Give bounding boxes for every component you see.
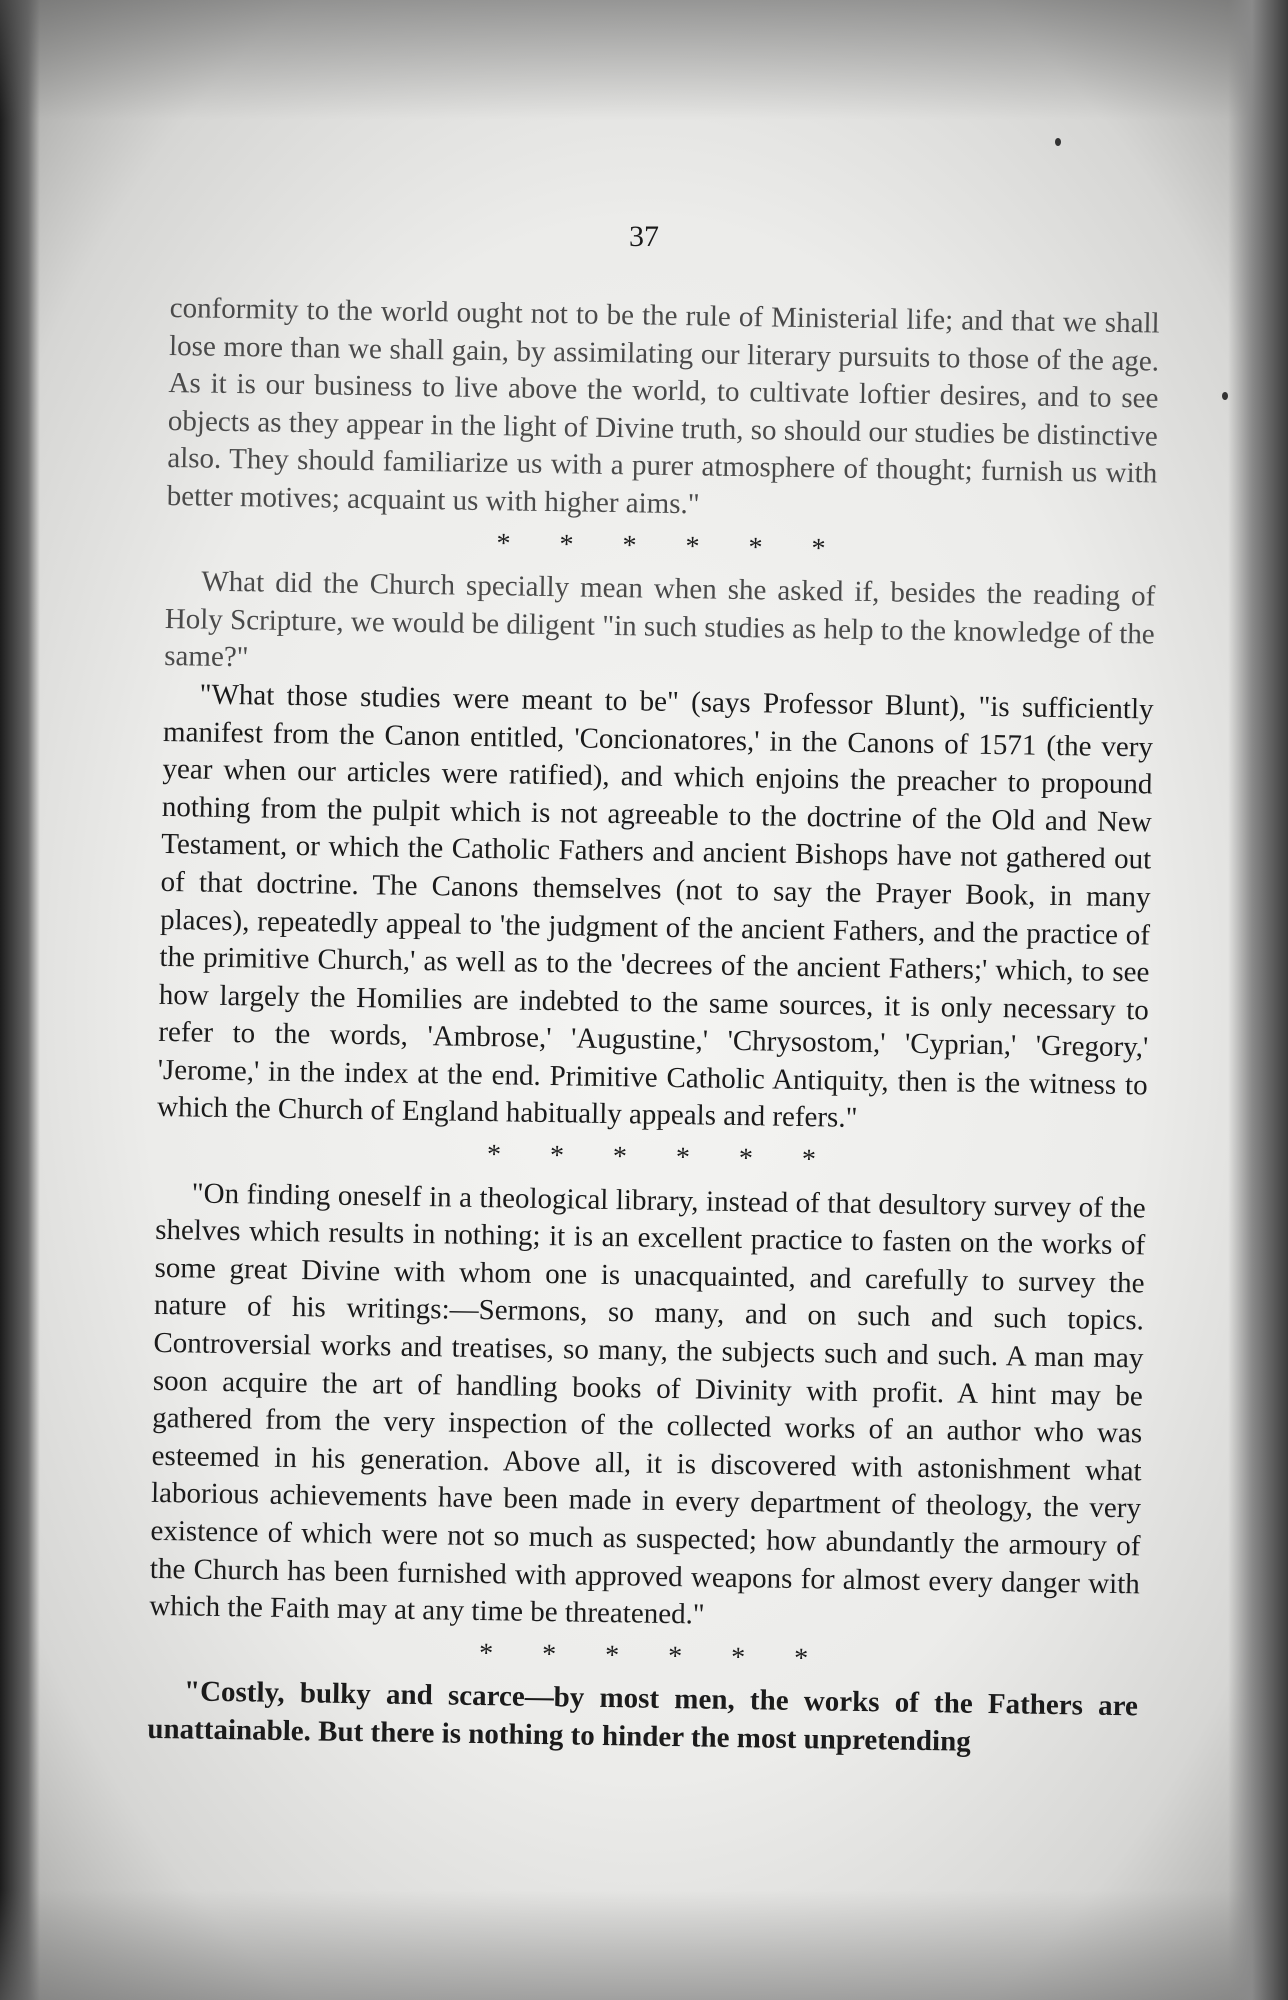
- paragraph-costly-bulky: "Costly, bulky and scarce—by most men, the works of the Fathers are unattainable. But there is nothing to hinder the most unpretending: [147, 1675, 1139, 1758]
- paragraph-continuation: conformity to the world ought not to be the rule of Ministerial life; and that we shall lose more than we shall gain, by assimilating our literary pursuits to those of the age. As it is our business to live above the world, to cultivate loftier desires, and to see objects as they appear in the light of Divine truth, so should our studies be distinctive also. They should familiarize us with a purer atmosphere of thought; furnish us with better motives; acquaint us with higher aims.": [166, 291, 1160, 521]
- ink-speck: [1055, 138, 1061, 146]
- section-separator: * * * * * *: [496, 527, 826, 564]
- section-separator: * * * * * *: [486, 1139, 817, 1176]
- section-separator: * * * * * *: [478, 1637, 809, 1674]
- page-number: 37: [629, 220, 659, 253]
- ink-speck: [1222, 392, 1228, 400]
- paragraph-church-question: What did the Church specially mean when she asked if, besides the reading of Holy Scripture, we would be diligent "in such studies as help to the knowledge of the same?": [163, 565, 1156, 674]
- paragraph-blunt-quote: "What those studies were meant to be" (says Professor Blunt), "is sufficiently manifest from the Canon entitled, 'Concionatores,' in the Canons of 1571 (the very year when our articles were ratified), and which enjoins the preacher to propound nothing from the pulpit which is not agreeable to the doctrine of the Old and New Testament, or which the Catholic Fathers and ancient Bishops have not gathered out of that doctrine. The Canons themselves (not to say the Prayer Book, in many places), repeatedly appeal to 'the judgment of the ancient Fathers, and the practice of the primitive Church,' as well as to the 'decrees of the ancient Fathers;' which, to see how largely the Homilies are indebted to the same sources, it is only necessary to refer to the words, 'Ambrose,' 'Augustine,' 'Chrysostom,' 'Cyprian,' 'Gregory,' 'Jerome,' in the index at the end. Primitive Catholic Antiquity, then is the witness to which the Church of England habitually appeals and refers.": [156, 678, 1154, 1135]
- paragraph-theological-library: "On finding oneself in a theological library, instead of that desultory survey of the shelves which results in nothing; it is an excellent practice to fasten on the works of some great Divine with whom one is unacquainted, and carefully to survey the nature of his writings:—Sermons, so many, and on such and such topics. Controversial works and treatises, so many, the subjects such and such. A man may soon acquire the art of handling books of Divinity with profit. A hint may be gathered from the very inspection of the collected works of an author who was esteemed in his generation. Above all, it is discovered with astonishment what laborious achievements have been made in every department of theology, the very existence of which were not so much as suspected; how abundantly the armoury of the Church has been furnished with approved weapons for almost every danger with which the Faith may at any time be threatened.": [149, 1177, 1146, 1631]
- bottom-shadow: [0, 1890, 1288, 2000]
- body-text: [147, 290, 1160, 1764]
- top-shadow: [0, 0, 1288, 120]
